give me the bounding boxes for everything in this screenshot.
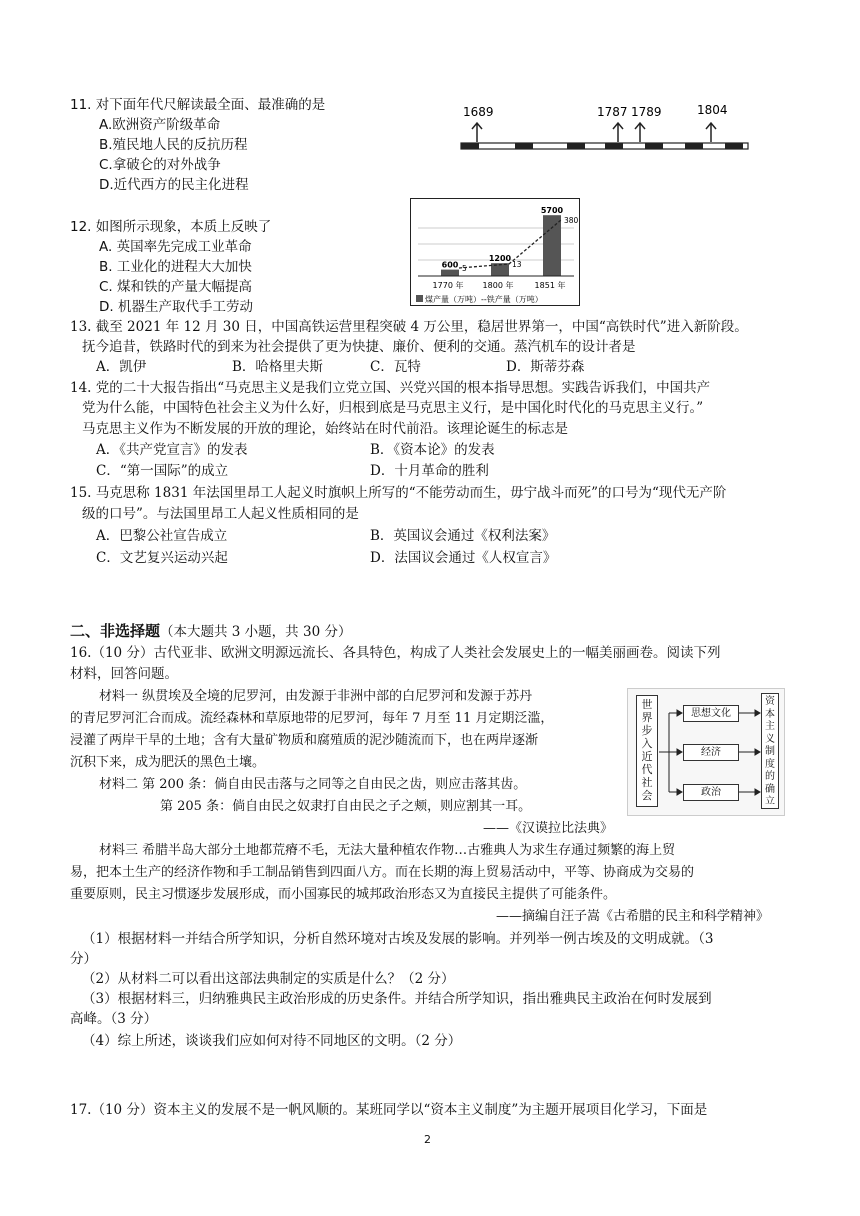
legend-coal-swatch [416,295,423,302]
chart-legend: 煤产量（万吨）--铁产量（万吨） [425,295,543,304]
q16-material3-line2: 易，把本土生产的经济作物和手工制品销售到四面八方。而在长期的海上贸易活动中，平等、协商成为交易的 [70,865,695,880]
q14-option-c: C．“第一国际”的成立 [96,463,229,479]
section-note: （本大题共 3 小题，共 30 分） [160,624,352,640]
diagram-box-culture: 思想文化 [683,705,739,722]
section-title: 二、非选择题 [70,622,161,640]
q15-stem-line2: 级的口号”。与法国里昂工人起义性质相同的是 [82,506,359,522]
q16-material3-line1: 材料三 希腊半岛大部分土地都荒瘠不毛，无法大量种植农作物…古雅典人为求生存通过频繁的海上贸 [99,843,676,858]
q13-option-a: A．凯伊 [96,359,147,375]
q14-option-b: B．《资本论》的发表 [370,442,495,458]
diagram-box-economy: 经济 [683,744,739,761]
iron-value-label-2: 380 [564,216,579,225]
q13-option-d: D．斯蒂芬森 [506,359,585,375]
category-label-1: 1800 年 [482,281,514,290]
q14-option-a: A．《共产党宣言》的发表 [96,442,248,458]
q11-option-d: D.近代西方的民主化进程 [99,177,249,193]
q12-option-d: D. 机器生产取代手工劳动 [99,299,253,315]
q17-stem: 17.（10 分）资本主义的发展不是一帆风顺的。某班同学以“资本主义制度”为主题开展项目化学习，下面是 [70,1102,708,1118]
q15-option-c: C．文艺复兴运动兴起 [96,550,228,566]
coal-value-label-0: 600 [441,260,459,270]
q16-stem-line2: 材料，回答问题。 [70,666,178,682]
q16-material3-source: ——摘编自汪子嵩《古希腊的民主和科学精神》 [496,909,770,924]
timeline-year-1787: 1787 [597,105,628,119]
timeline-year-1804: 1804 [697,103,728,117]
coal-iron-chart [410,198,580,306]
category-label-0: 1770 年 [432,281,464,290]
q14-stem-line1: 14. 党的二十大报告指出“马克思主义是我们立党立国、兴党兴国的根本指导思想。实践告诉我们，中国共产 [70,380,711,396]
q15-option-d: D．法国议会通过《人权宣言》 [370,550,557,566]
q16-material2-line1: 材料二 第 200 条：倘自由民击落与之同等之自由民之齿，则应击落其齿。 [99,777,527,792]
diagram-left-box: 世界步入近代社会 [636,695,658,807]
q13-option-c: C．瓦特 [370,359,421,375]
q15-option-b: B．英国议会通过《权利法案》 [370,528,556,544]
q11-stem: 11. 对下面年代尺解读最全面、最准确的是 [70,97,326,113]
q13-option-b: B．哈格里夫斯 [232,359,323,375]
timeline-year-1689: 1689 [463,105,494,119]
q16-question1-line1: （1）根据材料一并结合所学知识，分析自然环境对古埃及发展的影响。并列举一例古埃及的文明成就。（3 [82,931,714,947]
q12-option-a: A. 英国率先完成工业革命 [99,239,252,255]
q16-stem-line1: 16.（10 分）古代亚非、欧洲文明源远流长、各具特色，构成了人类社会发展史上的一幅美丽画卷。阅读下列 [70,645,721,661]
q16-material3-line3: 重要原则，民主习惯逐步发展形成，而小国寡民的城邦政治形态又为直接民主提供了可能条件。 [70,887,617,902]
coal-value-label-2: 5700 [540,206,564,216]
q14-stem-line2: 党为什么能，中国特色社会主义为什么好，归根到底是马克思主义行，是中国化时代化的马克思主义行。” [82,400,704,416]
q14-option-d: D．十月革命的胜利 [370,463,489,479]
coal-bar-0 [441,270,459,276]
section-heading [70,622,351,641]
q16-question3-line2: 高峰。（3 分） [70,1011,158,1027]
coal-value-label-1: 1200 [488,254,512,264]
q13-stem-line1: 13. 截至 2021 年 12 月 30 日，中国高铁运营里程突破 4 万公里，稳居世界第一，中国“高铁时代”进入新阶段。 [70,319,748,335]
page-number: 2 [424,1133,431,1146]
q16-question4: （4）综上所述，谈谈我们应如何对待不同地区的文明。（2 分） [82,1033,462,1049]
diagram-right-box: 资本主义制度的确立 [761,693,779,809]
q16-question2: （2）从材料二可以看出这部法典制定的实质是什么？（2 分） [82,971,455,987]
coal-bar-2 [543,215,561,276]
q16-question3-line1: （3）根据材料三，归纳雅典民主政治形成的历史条件。并结合所学知识，指出雅典民主政治在何时发展到 [82,991,712,1007]
q13-stem-line2: 抚今追昔，铁路时代的到来为社会提供了更为快捷、廉价、便利的交通。蒸汽机车的设计者是 [82,339,636,355]
q16-question1-line2: 分） [70,951,97,967]
q11-option-b: B.殖民地人民的反抗历程 [99,137,248,153]
q16-material2-line2: 第 205 条：倘自由民之奴隶打自由民之子之颊，则应割其一耳。 [160,799,532,814]
q11-option-c: C.拿破仑的对外战争 [99,157,221,173]
q11-option-a: A.欧洲资产阶级革命 [99,117,221,133]
iron-value-label-0: 5 [462,264,467,273]
q16-material1-line2: 的青尼罗河汇合而成。流经森林和草原地带的尼罗河，每年 7 月至 11 月定期泛滥， [70,711,554,726]
category-label-2: 1851 年 [534,281,566,290]
q15-option-a: A．巴黎公社宣告成立 [96,528,228,544]
q16-material1-line3: 浸灌了两岸干旱的土地；含有大量矿物质和腐殖质的泥沙随流而下，也在两岸逐渐 [70,733,539,748]
q12-stem: 12. 如图所示现象，本质上反映了 [70,219,272,235]
diagram-box-politics: 政治 [683,784,739,801]
timeline-year-1789: 1789 [631,105,662,119]
q12-option-b: B. 工业化的进程大大加快 [99,259,252,275]
q12-option-c: C. 煤和铁的产量大幅提高 [99,279,253,295]
q15-stem-line1: 15. 马克思称 1831 年法国里昂工人起义时旗帜上所写的“不能劳动而生，毋宁战斗而死”的口号为“现代无产阶 [70,485,727,501]
timeline-ruler [455,96,750,158]
q16-material1-line4: 沉积下来，成为肥沃的黑色土壤。 [70,755,266,770]
q16-material1-line1: 材料一 纵贯埃及全境的尼罗河，由发源于非洲中部的白尼罗河和发源于苏丹 [99,689,533,704]
q16-material2-source: ——《汉谟拉比法典》 [483,821,614,836]
q14-stem-line3: 马克思主义作为不断发展的开放的理论，始终站在时代前沿。该理论诞生的标志是 [82,421,568,437]
iron-value-label-1: 13 [512,260,522,269]
capitalism-diagram [627,688,785,816]
